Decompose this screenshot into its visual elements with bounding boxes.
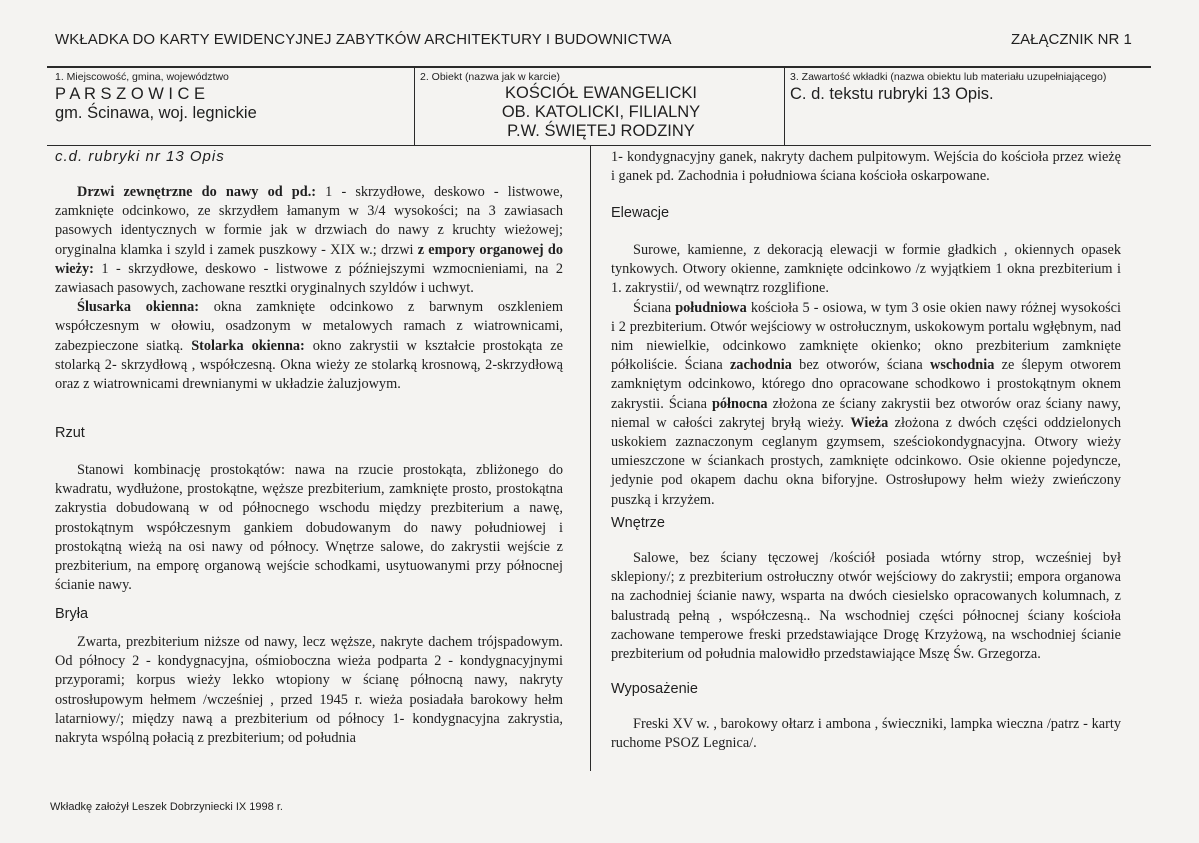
porch-continuation <box>611 148 1121 186</box>
south-wall-label: południowa <box>675 299 747 316</box>
annex-number: ZAŁĄCZNIK NR 1 <box>1011 31 1132 48</box>
location-label: 1. Miejscowość, gmina, województwo <box>55 71 229 83</box>
header-top-rule <box>47 66 1151 68</box>
doors-heading-2: z empory organowej do wieży: <box>55 241 563 277</box>
object-name-line-3: P.W. ŚWIĘTEJ RODZINY <box>507 122 695 140</box>
elevations-text-2c: bez otworów, ściana <box>791 357 931 374</box>
doors-text-1: 1 - skrzydłowe, deskowo - listwowe, zamknięte odcinkowo, ze skrzydłem łamanym w 3/4 wysokości; na 3 zawiasach pasowych identycznych w formie jak w drzwiach do nawy z kruchty wieżowej; oryginalna klamka i szyld i zamek puszkowy - XIX w.; drzwi <box>55 184 564 258</box>
plan-heading: Rzut <box>55 425 85 441</box>
object-label: 2. Obiekt (nazwa jak w karcie) <box>420 71 561 83</box>
doors-heading: Drzwi zewnętrzne do nawy od pd.: <box>77 184 317 200</box>
elevations-text-2e: złożona ze ściany zakrystii bez otworów oraz ściany nawy, niemal w całości zakrytej bryłą wieży. <box>611 395 1122 431</box>
furnishings-section <box>611 715 1121 753</box>
insert-content-label: 3. Zawartość wkładki (nazwa obiektu lub materiału uzupełniającego) <box>790 71 1107 83</box>
doors-windows-section <box>55 183 563 394</box>
elevations-text-2d: ze ślepym otworem zamkniętym odcinkowo, którego dno opracowane schodkowo i prostokątnym oknem zakrystii. Ściana <box>611 357 1121 412</box>
location-admin: gm. Ścinawa, woj. legnickie <box>55 104 257 122</box>
interior-section <box>611 549 1121 664</box>
massing-section <box>55 633 563 748</box>
footer-author-note: Wkładkę założył Leszek Dobrzyniecki IX 1998 r. <box>50 801 283 813</box>
massing-text: Zwarta, prezbiterium niższe od nawy, lecz węższe, nakryte dachem trójspadowym. Od północy 2 - kondygnacyjna, ośmioboczna wieża podparta 2 - kondygnacyjnymi przyporami; korpus wieży lekko wtopiony w ścianę północną nawy, nakryty ostrosłupowym hełmem /wcześniej , przed 1945 r. wieża posiadała barokowy hełm latarniowy/; między nawą a prezbiterium od północy 1- kondygnacyjna zakrystia, nakryta wspólną połacią z prezbiterium; od południa <box>55 634 563 747</box>
elevations-text-2b: kościoła 5 - osiowa, w tym 3 osie okien nawy różnej wysokości i 2 prezbiterium. Otwór wejściowy w ostrołucznym, uskokowym portalu wgłębnym, nad nim niewielkie, odcinkowo zamknięte okienko; okno prezbiterium zamknięte półkoliście. Ściana <box>611 299 1121 374</box>
window-joinery-heading: Stolarka okienna: <box>191 337 305 354</box>
object-name-line-2: OB. KATOLICKI, FILIALNY <box>501 103 701 121</box>
plan-lead: Stanowi kombinację prostokątów: <box>77 462 285 478</box>
insert-content-value: C. d. tekstu rubryki 13 Opis. <box>790 85 994 103</box>
column-divider <box>590 146 591 771</box>
elevations-text-2a: Ściana <box>633 299 676 316</box>
box-divider-1 <box>414 66 415 146</box>
elevations-heading: Elewacje <box>611 205 670 221</box>
north-wall-label: północna <box>711 395 768 412</box>
window-metalwork-text: okna zamknięte odcinkowo z barwnym oszkleniem współczesnym w ołowiu, osadzonym w metalowych ramach z wiatrownicami, zabezpieczone siatką. <box>55 299 564 354</box>
plan-section <box>55 461 563 595</box>
west-wall-label: zachodnia <box>729 357 792 374</box>
document-header-title: WKŁADKA DO KARTY EWIDENCYJNEJ ZABYTKÓW ARCHITEKTURY I BUDOWNICTWA <box>55 31 672 48</box>
location-place: P A R S Z O W I C E <box>55 85 206 103</box>
window-metalwork-heading: Ślusarka okienna: <box>77 299 200 316</box>
elevations-text-2f: złożona z dwóch części oddzielonych uskokiem zaznaczonym ceglanym gzymsem, sześciokondygnacyjna. Otwory wieży umieszczone w ściankach prostych, zamknięte odcinkowo. Osie okienne pojedyncze, jedynie pod okapem dachu okna biforyjne. Ostrosłupowy hełm wieży zwieńczony puszką i krzyżem. <box>611 414 1121 508</box>
window-joinery-text: okno zakrystii w kształcie prostokąta ze stolarką 2- skrzydłową , współczesną. Okna wieży ze stolarką krosnową, 2-skrzydłową oraz z wiatrownicami drewnianymi w układzie żaluzjowym. <box>55 337 563 393</box>
elevations-section <box>611 241 1121 510</box>
object-name-line-1: KOŚCIÓŁ EWANGELICKI <box>505 84 697 102</box>
doors-text-2: 1 - skrzydłowe, deskowo - listwowe z późniejszymi wzmocnieniami, na 2 zawiasach pasowych, zachowane resztki oryginalnych szyldów i uchwyt. <box>55 260 563 297</box>
furnishings-text: Freski XV w. , barokowy ołtarz i ambona , świeczniki, lampka wieczna /patrz - karty ruchome PSOZ Legnica/. <box>611 716 1121 752</box>
east-wall-label: wschodnia <box>930 357 995 374</box>
box-divider-2 <box>784 66 785 146</box>
massing-heading: Bryła <box>55 606 89 622</box>
header-bottom-rule <box>47 145 1151 146</box>
furnishings-heading: Wyposażenie <box>611 681 698 697</box>
continuation-subtitle: c.d. rubryki nr 13 Opis <box>55 148 225 165</box>
plan-text: nawa na rzucie prostokąta, zbliżonego do kwadratu, wydłużone, prostokątne, węższe prezbiterium, zamknięte prosto, prostokątna zakrystia dobudowaną w od północnego wschodu między prezbiterium a nawę, prostokątnym współczesnym gankiem dobudowanym do nawy południowej i prostokątną wieżą na osi nawy od północy. Wnętrze salowe, do zakrystii wejście z prezbiterium, na emporę organową wejście schodkami, usytuowanymi przy północnej ścianie nawy. <box>55 462 563 594</box>
interior-heading: Wnętrze <box>611 515 665 531</box>
tower-label: Wieża <box>850 414 889 431</box>
interior-text: Salowe, bez ściany tęczowej /kościół posiada wtórny strop, wcześniej był sklepiony/; z prezbiterium ostrołuczny otwór wejściowy do zakrystii; empora organowa na zachodniej ścianie nawy, wsparta na dwóch ciesielsko opracowanych kolumnach, z balustradą pełną , współczesną.. Na wschodniej części północnej ściany kościoła zachowane temperowe freski przedstawiające Drogę Krzyżową, na wschodniej ścianie prezbiterium od południa malowidło przedstawiające Mszę Św. Grzegorza. <box>611 550 1121 663</box>
elevations-text-1: Surowe, kamienne, z dekoracją elewacji w formie gładkich , okiennych opasek tynkowych. Otwory okienne, zamknięte odcinkowo /z wyjątkiem 1 okna prezbiterium i 1. zakrystii/, od wewnątrz rozglifione. <box>611 242 1121 297</box>
porch-text: 1- kondygnacyjny ganek, nakryty dachem pulpitowym. Wejścia do kościoła przez wieżę i ganek pd. Zachodnia i południowa ściana kościoła oskarpowane. <box>611 149 1121 185</box>
